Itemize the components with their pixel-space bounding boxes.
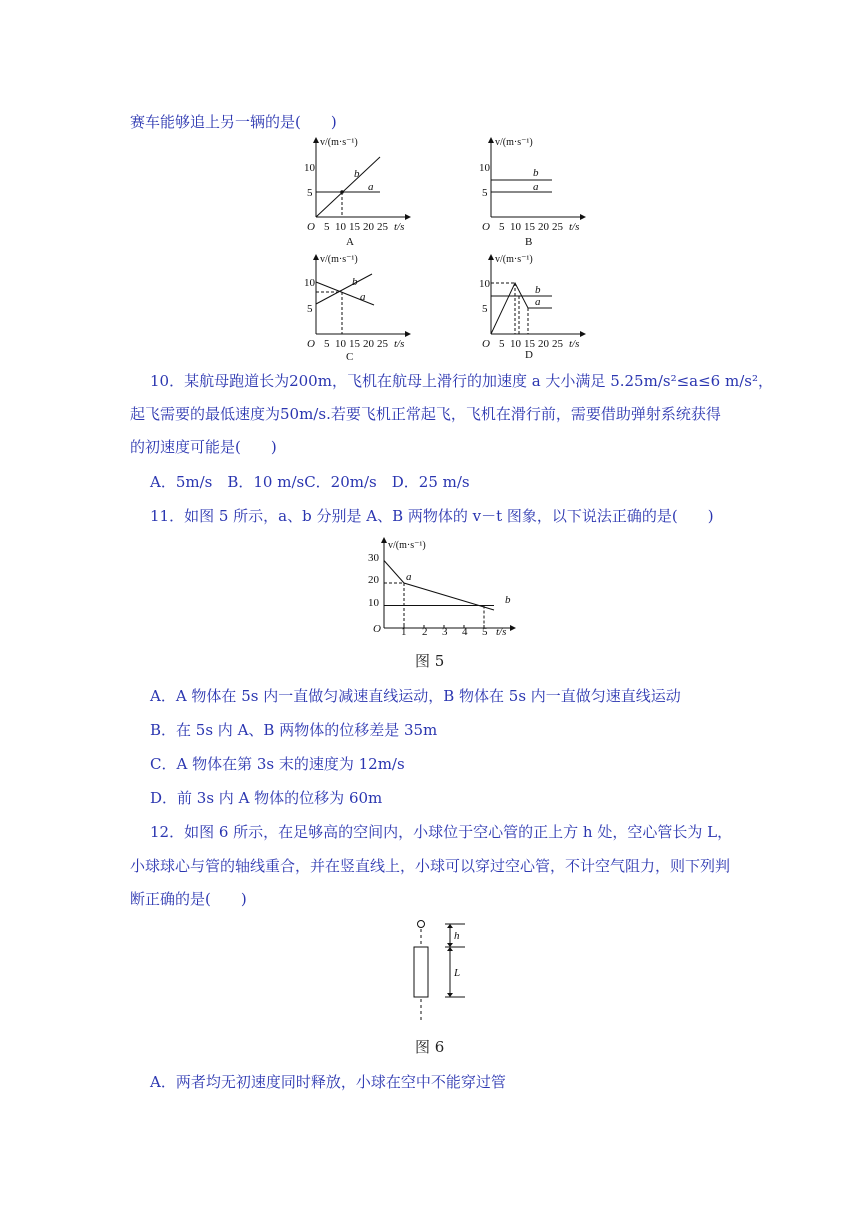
xtick: 25 <box>552 338 563 350</box>
xtick: 10 <box>335 221 346 233</box>
q11-option-d: D．前 3s 内 A 物体的位移为 60m <box>150 789 383 807</box>
q10-line-1: 10．某航母跑道长为200m，飞机在航母上滑行的加速度 a 大小满足 5.25m/s²≤a≤6 m/s²， <box>150 372 773 390</box>
caption: D <box>525 349 533 361</box>
q11-ytick: 20 <box>368 574 379 586</box>
q11-xlabel: t/s <box>496 626 507 638</box>
ytick: 5 <box>482 187 488 199</box>
h-label: h <box>454 930 460 942</box>
q9-graph-b <box>475 135 595 250</box>
xtick: 5 <box>499 221 505 233</box>
origin: O <box>307 338 315 350</box>
ytick: 5 <box>307 187 313 199</box>
xtick: 20 <box>363 221 374 233</box>
q11-chart <box>362 535 522 645</box>
hollow-tube <box>414 947 428 997</box>
xlabel: t/s <box>394 338 405 350</box>
q11-ylabel: v/(m·s⁻¹) <box>388 540 426 551</box>
xlabel: t/s <box>569 338 580 350</box>
q11-series-b-label: b <box>505 594 511 606</box>
xtick: 25 <box>552 221 563 233</box>
xtick: 15 <box>524 338 535 350</box>
ylabel: v/(m·s⁻¹) <box>495 254 533 265</box>
xtick: 15 <box>349 221 360 233</box>
q11-ytick: 10 <box>368 597 379 609</box>
ytick: 10 <box>479 162 490 174</box>
series-label: b <box>352 276 358 288</box>
xtick: 25 <box>377 338 388 350</box>
q9-graph-d <box>475 252 595 367</box>
figure-6-tube-diagram <box>400 915 480 1027</box>
q11-stem: 11．如图 5 所示，a、b 分别是 A、B 两物体的 v－t 图象，以下说法正确的是( ) <box>150 507 714 525</box>
q9-graph-a <box>300 135 420 250</box>
xtick: 20 <box>538 338 549 350</box>
q10-line-3: 的初速度可能是( ) <box>130 438 277 456</box>
xtick: 20 <box>538 221 549 233</box>
q11-xtick: 1 <box>401 626 407 638</box>
ytick: 10 <box>304 277 315 289</box>
figure-6-caption: 图 6 <box>415 1038 445 1056</box>
question-9-tail: 赛车能够追上另一辆的是( ) <box>130 113 337 131</box>
xtick: 10 <box>510 338 521 350</box>
q11-ytick: 30 <box>368 552 379 564</box>
q11-xtick: 5 <box>482 626 488 638</box>
ylabel: v/(m·s⁻¹) <box>320 137 358 148</box>
xtick: 5 <box>499 338 505 350</box>
ball <box>418 921 425 928</box>
q12-line-3: 断正确的是( ) <box>130 890 247 908</box>
series-label: b <box>535 284 541 296</box>
xtick: 10 <box>335 338 346 350</box>
ylabel: v/(m·s⁻¹) <box>320 254 358 265</box>
ytick: 10 <box>304 162 315 174</box>
q11-origin: O <box>373 623 381 635</box>
q11-series-a-line <box>384 561 494 611</box>
q11-axes <box>381 537 516 631</box>
xlabel: t/s <box>569 221 580 233</box>
caption: A <box>346 236 354 248</box>
ytick: 10 <box>479 278 490 290</box>
series-label: a <box>535 296 541 308</box>
ytick: 5 <box>482 303 488 315</box>
figure-5-caption: 图 5 <box>415 652 445 670</box>
caption: B <box>525 236 533 248</box>
q9-graph-c <box>300 252 420 367</box>
series-label: a <box>368 181 374 193</box>
q10-line-2: 起飞需要的最低速度为50m/s.若要飞机正常起飞，飞机在滑行前，需要借助弹射系统获得 <box>130 405 721 423</box>
q11-xtick: 3 <box>442 626 448 638</box>
origin: O <box>482 221 490 233</box>
series-label: a <box>533 181 539 193</box>
q11-option-c: C．A 物体在第 3s 末的速度为 12m/s <box>150 755 405 773</box>
ylabel: v/(m·s⁻¹) <box>495 137 533 148</box>
origin: O <box>307 221 315 233</box>
q11-xtick: 4 <box>462 626 468 638</box>
xtick: 20 <box>363 338 374 350</box>
series-label: b <box>354 168 360 180</box>
xtick: 15 <box>524 221 535 233</box>
xtick: 10 <box>510 221 521 233</box>
xtick: 5 <box>324 221 330 233</box>
xtick: 25 <box>377 221 388 233</box>
q12-line-1: 12．如图 6 所示，在足够高的空间内，小球位于空心管的正上方 h 处，空心管长为 L， <box>150 823 733 841</box>
xtick: 5 <box>324 338 330 350</box>
q10-options: A．5m/s B．10 m/sC．20m/s D．25 m/s <box>150 473 470 491</box>
q11-option-a: A．A 物体在 5s 内一直做匀减速直线运动，B 物体在 5s 内一直做匀速直线运动 <box>150 687 681 705</box>
q11-series-a-label: a <box>406 571 412 583</box>
L-label: L <box>454 967 461 979</box>
caption: C <box>346 351 354 363</box>
series-label: b <box>533 167 539 179</box>
q11-xtick: 2 <box>422 626 428 638</box>
origin: O <box>482 338 490 350</box>
xtick: 15 <box>349 338 360 350</box>
xlabel: t/s <box>394 221 405 233</box>
q11-option-b: B．在 5s 内 A、B 两物体的位移差是 35m <box>150 721 438 739</box>
series-label: a <box>360 291 366 303</box>
ytick: 5 <box>307 303 313 315</box>
q12-option-a: A．两者均无初速度同时释放，小球在空中不能穿过管 <box>150 1073 506 1091</box>
q12-line-2: 小球球心与管的轴线重合，并在竖直线上，小球可以穿过空心管，不计空气阻力，则下列判 <box>130 857 731 875</box>
